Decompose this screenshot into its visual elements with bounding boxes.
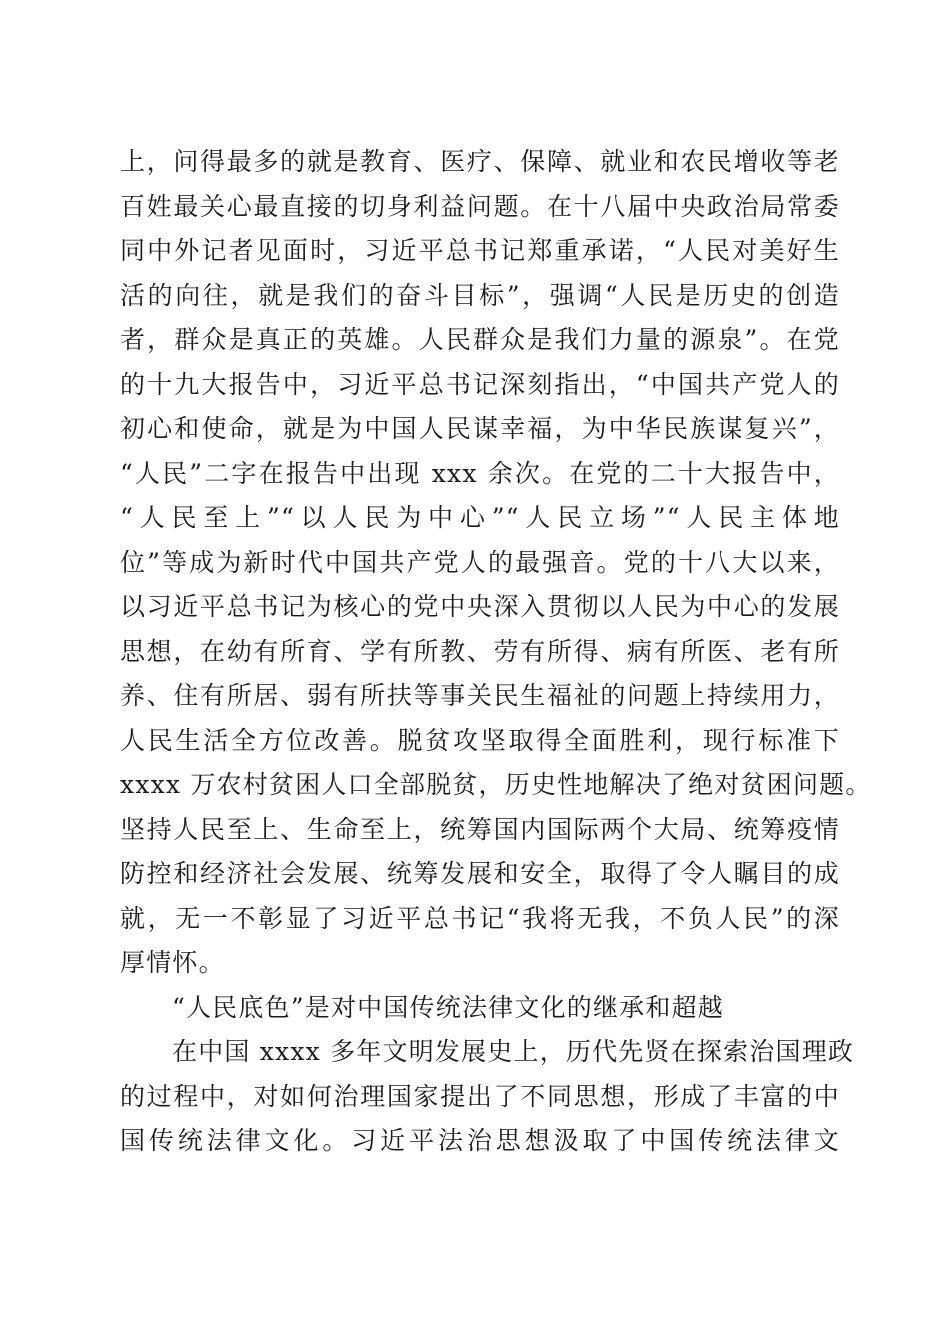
text-line: 防控和经济社会发展、统筹发展和安全，取得了令人瞩目的成: [120, 859, 840, 888]
text-line: 厚情怀。: [120, 948, 225, 977]
text-line: 初心和使命，就是为中国人民谋幸福，为中华民族谋复兴”，: [120, 414, 840, 443]
text-line: 就，无一不彰显了习近平总书记“我将无我，不负人民”的深: [120, 903, 840, 933]
text-line: 思想，在幼有所育、学有所教、劳有所得、病有所医、老有所: [120, 636, 840, 666]
text-line: 者，群众是真正的英雄。人民群众是我们力量的源泉”。在党: [120, 325, 840, 354]
text-line: 人民生活全方位改善。脱贫攻坚取得全面胜利，现行标准下: [120, 725, 840, 755]
text-line: 百姓最关心最直接的切身利益问题。在十八届中央政治局常委: [120, 191, 840, 221]
text-line: xxxx 万农村贫困人口全部脱贫，历史性地解决了绝对贫困问题。: [120, 770, 872, 799]
text-line: “人民至上”“以人民为中心”“人民立场”“人民主体地: [120, 503, 840, 532]
text-line: 同中外记者见面时，习近平总书记郑重承诺，“人民对美好生: [120, 236, 840, 265]
text-line: 上，问得最多的就是教育、医疗、保障、就业和农民增收等老: [120, 147, 840, 176]
text-line: 养、住有所居、弱有所扶等事关民生福祉的问题上持续用力，: [120, 681, 840, 710]
text-line: 的十九大报告中，习近平总书记深刻指出，“中国共产党人的: [120, 369, 840, 399]
text-line: 的过程中，对如何治理国家提出了不同思想，形成了丰富的中: [120, 1081, 840, 1111]
body-text: [120, 140, 872, 1164]
text-line: 位”等成为新时代中国共产党人的最强音。党的十八大以来，: [120, 547, 840, 577]
section-heading: “人民底色”是对中国传统法律文化的继承和超越: [172, 992, 724, 1022]
text-line: 坚持人民至上、生命至上，统筹国内国际两个大局、统筹疫情: [120, 814, 840, 844]
text-line: 国传统法律文化。习近平法治思想汲取了中国传统法律文: [120, 1126, 840, 1155]
text-line: 以习近平总书记为核心的党中央深入贯彻以人民为中心的发展: [120, 592, 840, 621]
text-line: 活的向往，就是我们的奋斗目标”，强调“人民是历史的创造: [120, 280, 840, 310]
text-line: “人民”二字在报告中出现 xxx 余次。在党的二十大报告中，: [120, 458, 840, 488]
text-line: 在中国 xxxx 多年文明发展史上，历代先贤在探索治国理政: [172, 1037, 855, 1066]
